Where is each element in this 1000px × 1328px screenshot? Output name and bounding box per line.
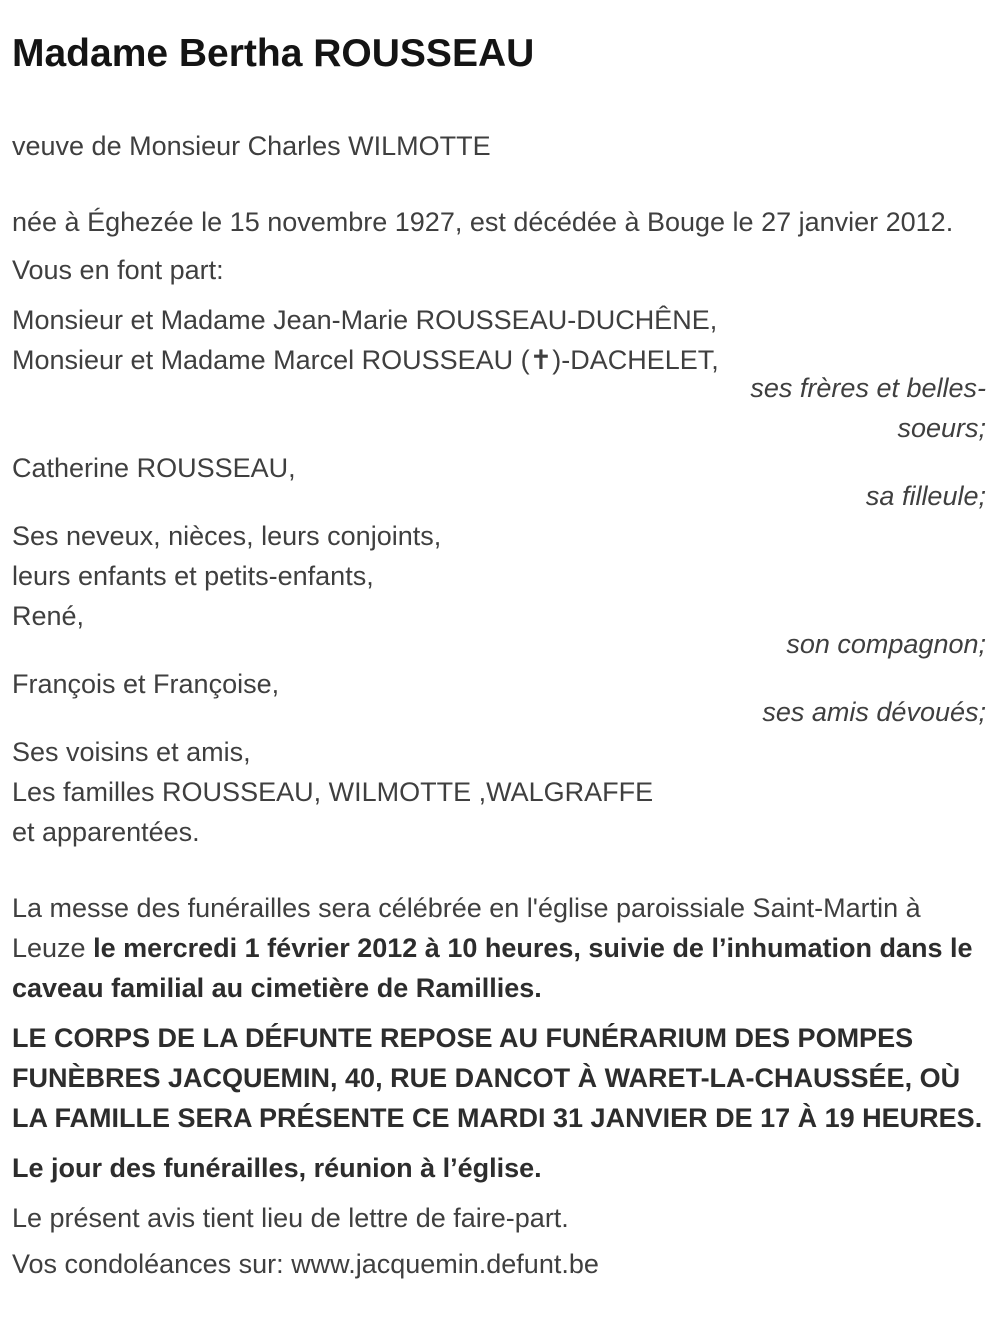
- family-name-line: François et Françoise,: [12, 669, 280, 699]
- family-list: [12, 300, 986, 852]
- deceased-name: Madame Bertha ROUSSEAU: [12, 32, 535, 75]
- family-name-line: et apparentées.: [12, 817, 200, 847]
- condolences-url[interactable]: www.jacquemin.defunt.be: [291, 1249, 599, 1279]
- family-group-brothers: [12, 300, 986, 448]
- condolences-label: Vos condoléances sur:: [12, 1249, 292, 1279]
- faire-part-line: Le présent avis tient lieu de lettre de faire-part.: [12, 1203, 569, 1233]
- widow-line: veuve de Monsieur Charles WILMOTTE: [12, 131, 491, 161]
- family-relation-text: ses amis dévoués;: [762, 697, 986, 727]
- family-relation-text: ses frères et belles-soeurs;: [750, 373, 986, 443]
- family-group-friends: [12, 664, 986, 732]
- church-meeting-line: Le jour des funérailles, réunion à l’église.: [12, 1153, 542, 1183]
- family-group-neighbours: [12, 732, 986, 852]
- family-name-line: Catherine ROUSSEAU,: [12, 453, 296, 483]
- family-group-goddaughter: [12, 448, 986, 516]
- family-name-line: René,: [12, 601, 85, 631]
- family-relation-text: sa filleule;: [865, 481, 986, 511]
- family-relation: [12, 368, 986, 448]
- mass-text-regular: La messe des funérailles sera célébrée en l'église paroissiale Saint-Martin à Leuze: [12, 893, 921, 963]
- family-name-line: Ses neveux, nièces, leurs conjoints,: [12, 521, 442, 551]
- family-group-nephews: [12, 516, 986, 664]
- family-name-line: Les familles ROUSSEAU, WILMOTTE ,WALGRAFFE: [12, 777, 654, 807]
- announcement-intro: Vous en font part:: [12, 255, 224, 285]
- mass-text-bold: le mercredi 1 février 2012 à 10 heures, suivie de l’inhumation dans le caveau familial au cimetière de Ramillies.: [12, 933, 973, 1003]
- birth-death-line: née à Éghezée le 15 novembre 1927, est décédée à Bouge le 27 janvier 2012.: [12, 207, 954, 237]
- family-name-line: Monsieur et Madame Jean-Marie ROUSSEAU-DUCHÊNE,: [12, 305, 718, 335]
- family-name-line: leurs enfants et petits-enfants,: [12, 561, 374, 591]
- condolences-line: [12, 1244, 986, 1284]
- family-name-line: Ses voisins et amis,: [12, 737, 251, 767]
- family-relation: [12, 624, 986, 664]
- funeral-mass-paragraph: [12, 888, 986, 1008]
- family-name-line: Monsieur et Madame Marcel ROUSSEAU (✝)-DACHELET,: [12, 345, 719, 375]
- family-relation-text: son compagnon;: [786, 629, 986, 659]
- funeral-home-paragraph: LE CORPS DE LA DÉFUNTE REPOSE AU FUNÉRARIUM DES POMPES FUNÈBRES JACQUEMIN, 40, RUE DANCOT À WARET-LA-CHAUSSÉE, OÙ LA FAMILLE SERA PRÉSENTE CE MARDI 31 JANVIER DE 17 À 19 HEURES.: [12, 1023, 983, 1133]
